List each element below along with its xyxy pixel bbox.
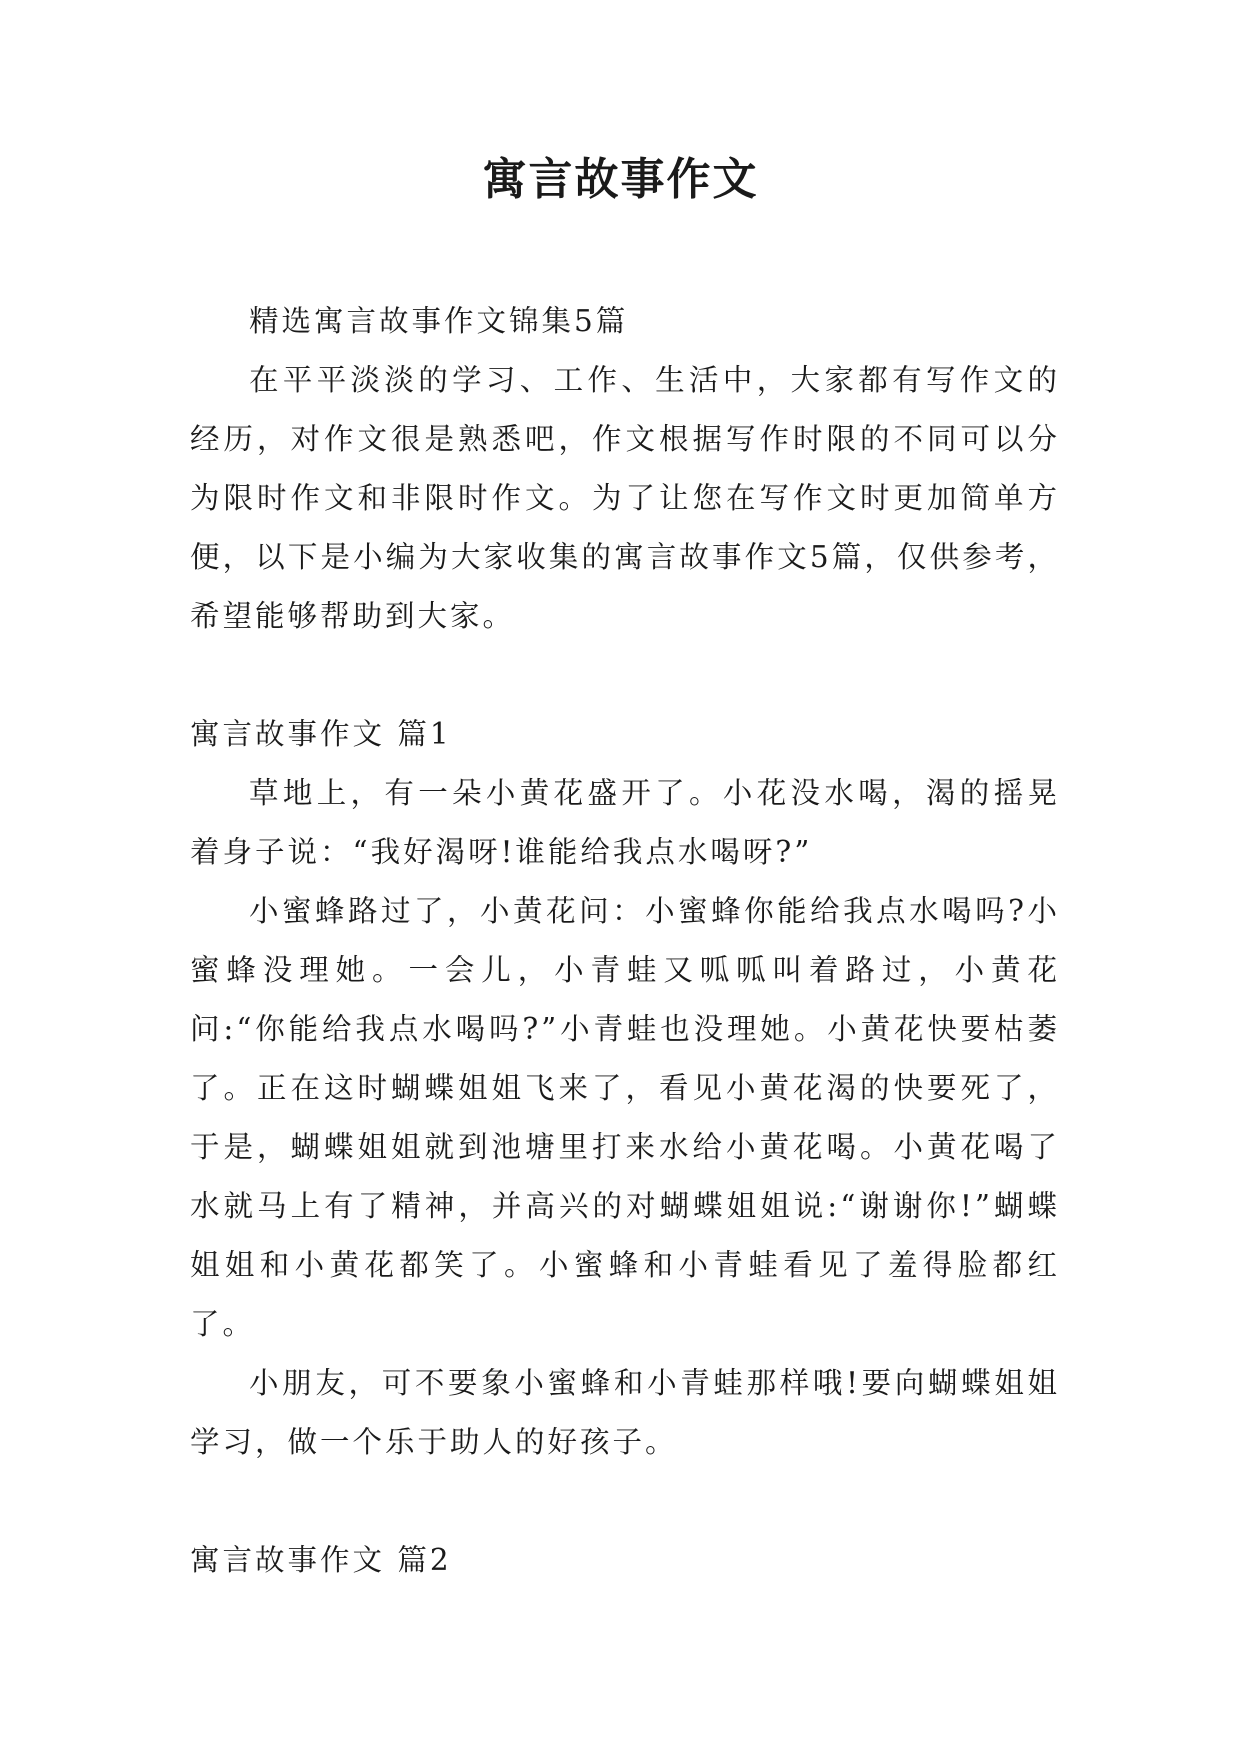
section-spacer — [190, 1472, 1060, 1531]
section-heading-2: 寓言故事作文 篇2 — [190, 1543, 452, 1577]
section-heading-1: 寓言故事作文 篇1 — [190, 717, 452, 751]
intro-paragraph: 在平平淡淡的学习、工作、生活中，大家都有写作文的经历，对作文很是熟悉吧，作文根据写作时限的不同可以分为限时作文和非限时作文。为了让您在写作文时更加简单方便，以下是小编为大家收集的寓言故事作文5篇，仅供参考，希望能够帮助到大家。 — [190, 363, 1060, 633]
section-1-paragraph-1: 草地上，有一朵小黄花盛开了。小花没水喝，渴的摇晃着身子说：“我好渴呀!谁能给我点水喝呀?” — [190, 776, 1060, 869]
document-title: 寓言故事作文 — [482, 154, 759, 205]
document-body — [190, 292, 1060, 1590]
section-spacer — [190, 646, 1060, 705]
section-1-paragraph-2: 小蜜蜂路过了，小黄花问：小蜜蜂你能给我点水喝吗?小蜜蜂没理她。一会儿，小青蛙又呱呱叫着路过，小黄花问:“你能给我点水喝吗?”小青蛙也没理她。小黄花快要枯萎了。正在这时蝴蝶姐姐飞来了，看见小黄花渴的快要死了，于是，蝴蝶姐姐就到池塘里打来水给小黄花喝。小黄花喝了水就马上有了精神，并高兴的对蝴蝶姐姐说:“谢谢你!”蝴蝶姐姐和小黄花都笑了。小蜜蜂和小青蛙看见了羞得脸都红了。 — [190, 894, 1060, 1341]
section-1-paragraph-3: 小朋友，可不要象小蜜蜂和小青蛙那样哦!要向蝴蝶姐姐学习，做一个乐于助人的好孩子。 — [190, 1366, 1060, 1459]
intro-line: 精选寓言故事作文锦集5篇 — [249, 304, 629, 338]
